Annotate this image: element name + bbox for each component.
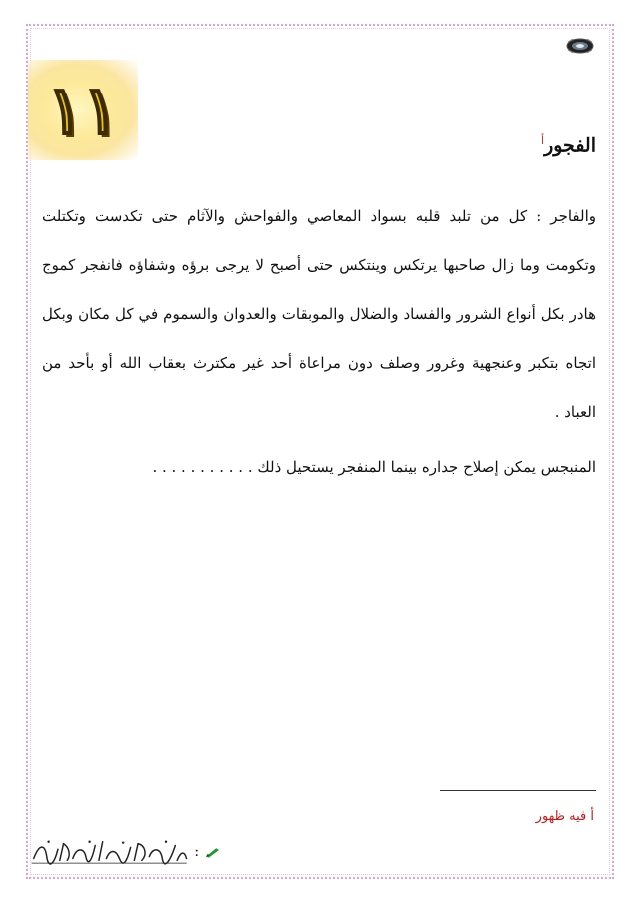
author-signature: [30, 835, 220, 869]
footnote-divider: [440, 790, 596, 791]
section-number: ١١: [47, 71, 119, 149]
calligraphy-signature-icon: [30, 837, 188, 867]
section-title-text: الفجور: [544, 134, 596, 157]
pen-icon: [205, 846, 220, 858]
footnote-marker: أ: [541, 134, 545, 147]
section-number-badge: [28, 60, 138, 160]
paragraph-definition: والفاجر : كل من تلبد قلبه بسواد المعاصي والفواحش والآثام حتى تكدست وتكتلت وتكومت وما زال صاحبها يرتكس وينتكس حتى أصبح لا يرجى برؤه وشفاؤه فانفجر كموج هادر بكل أنواع الشرور والفساد والضلال والموبقات والعدوان والسموم في كل مكان وبكل اتجاه بتكبر وعنجهية وغرور وصلف دون مراعاة أحد غير مكترث بعقاب الله أو بأحد من العباد .: [42, 207, 596, 421]
paragraph-comparison: المنبجس يمكن إصلاح جداره بينما المنفجر يستحيل ذلك . . . . . . . . . . .: [152, 458, 596, 476]
signature-colon: :: [194, 844, 200, 860]
body-text: [42, 192, 596, 492]
footnote: أ فيه ظهور: [535, 809, 594, 824]
section-title: [541, 134, 596, 156]
decorative-emblem-icon: [565, 36, 595, 56]
